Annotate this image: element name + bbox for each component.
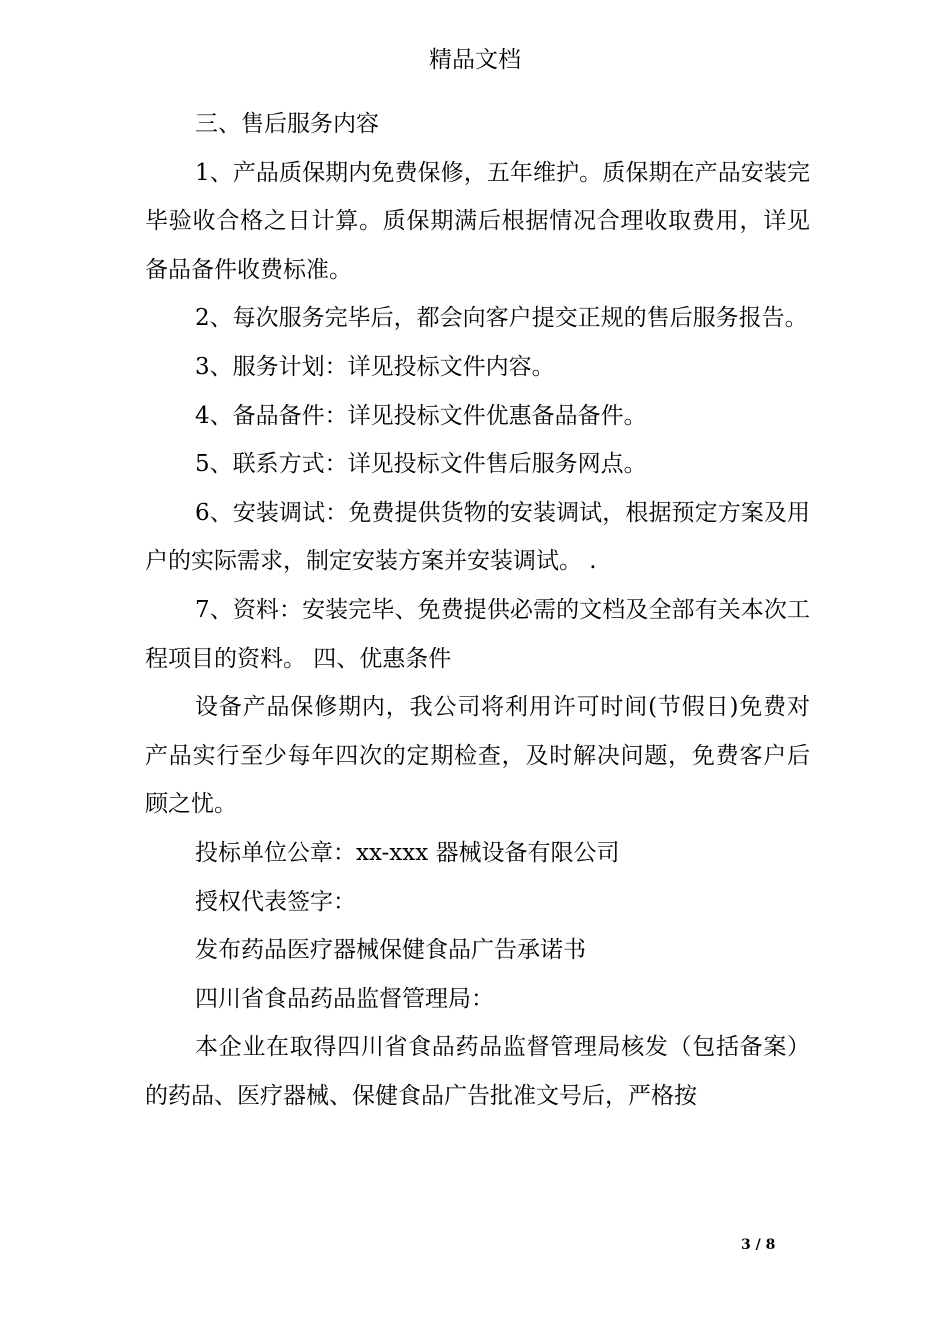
document-body [145, 100, 810, 1120]
paragraph-item-2-service-report: 2、每次服务完毕后，都会向客户提交正规的售后服务报告。 [195, 305, 808, 332]
authorized-signature-line: 授权代表签字： [195, 888, 356, 915]
page-number: 3 / 8 [741, 1237, 776, 1253]
paragraph-item-5-contact: 5、联系方式：详见投标文件售后服务网点。 [195, 451, 647, 478]
paragraph-item-1-warranty: 1、产品质保期内免费保修，五年维护。质保期在产品安装完毕验收合格之日计算。质保期满后根据情况合理收取费用，详见备品备件收费标准。 [145, 159, 810, 283]
paragraph-item-7-documents: 7、资料：安装完毕、免费提供必需的文档及全部有关本次工程项目的资料。 四、优惠条件 [145, 596, 810, 672]
commitment-letter-body: 本企业在取得四川省食品药品监督管理局核发（包括备案）的药品、医疗器械、保健食品广告批准文号后，严格按 [145, 1034, 810, 1109]
paragraph-item-4-spare-parts: 4、备品备件：详见投标文件优惠备品备件。 [195, 402, 647, 429]
paragraph-item-3-service-plan: 3、服务计划：详见投标文件内容。 [195, 353, 555, 380]
commitment-letter-title: 发布药品医疗器械保健食品广告承诺书 [195, 937, 586, 964]
bidder-seal-line: 投标单位公章：xx-xxx 器械设备有限公司 [195, 839, 620, 866]
section-heading-after-sales: 三、售后服务内容 [195, 111, 379, 137]
addressee-line: 四川省食品药品监督管理局： [195, 985, 494, 1012]
paragraph-discount-terms: 设备产品保修期内，我公司将利用许可时间(节假日)免费对产品实行至少每年四次的定期检查，及时解决问题，免费客户后顾之忧。 [145, 694, 810, 818]
paragraph-item-6-installation: 6、安装调试：免费提供货物的安装调试，根据预定方案及用户的实际需求，制定安装方案并安装调试。 . [145, 499, 810, 575]
page-header-title: 精品文档 [429, 47, 521, 73]
